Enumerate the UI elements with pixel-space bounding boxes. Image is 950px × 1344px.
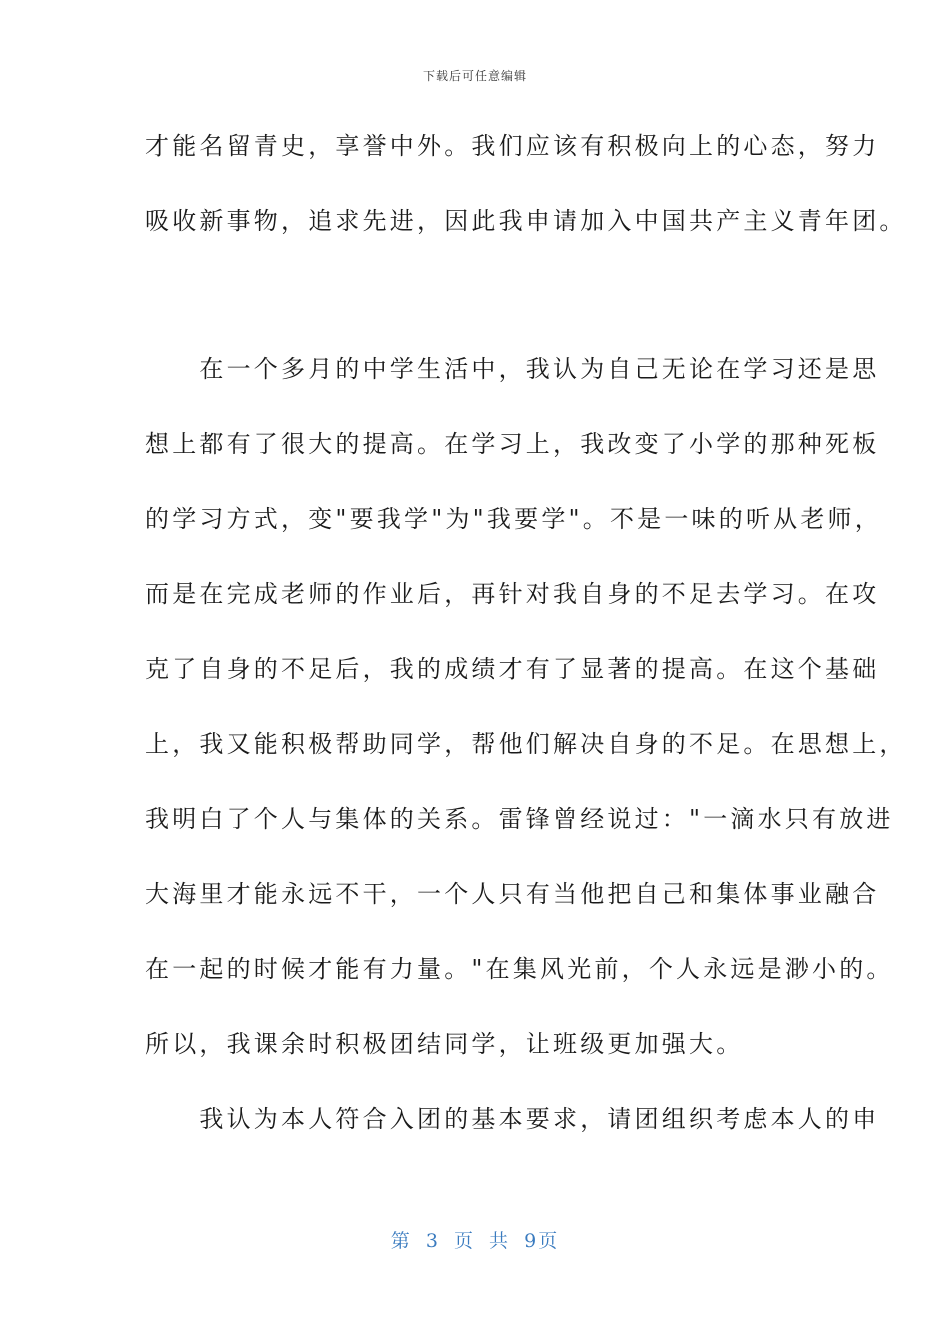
body-line: 我认为本人符合入团的基本要求，请团组织考虑本人的申 <box>145 1105 880 1133</box>
footer-label-di: 第 <box>390 1230 412 1252</box>
body-line: 所以，我课余时积极团结同学，让班级更加强大。 <box>145 1030 744 1058</box>
body-line: 我明白了个人与集体的关系。雷锋曾经说过："一滴水只有放进 <box>145 805 894 833</box>
footer-total-pages: 9页 <box>524 1230 560 1252</box>
header-note: 下载后可任意编辑 <box>422 69 527 83</box>
body-line: 而是在完成老师的作业后，再针对我自身的不足去学习。在攻 <box>145 580 880 608</box>
page-footer <box>0 1226 950 1253</box>
body-line: 在一起的时候才能有力量。"在集风光前，个人永远是渺小的。 <box>145 955 894 983</box>
body-line: 大海里才能永远不干，一个人只有当他把自己和集体事业融合 <box>145 880 880 908</box>
footer-label-gong: 共 <box>489 1230 511 1252</box>
body-line: 上，我又能积极帮助同学，帮他们解决自身的不足。在思想上， <box>145 730 907 758</box>
body-line: 的学习方式，变"要我学"为"我要学"。不是一味的听从老师， <box>145 505 882 533</box>
body-line: 克了自身的不足后，我的成绩才有了显著的提高。在这个基础 <box>145 655 880 683</box>
body-line: 吸收新事物，追求先进，因此我申请加入中国共产主义青年团。 <box>145 207 907 235</box>
body-line: 才能名留青史，享誉中外。我们应该有积极向上的心态，努力 <box>145 132 880 160</box>
body-line: 想上都有了很大的提高。在学习上，我改变了小学的那种死板 <box>145 430 880 458</box>
body-line: 在一个多月的中学生活中，我认为自己无论在学习还是思 <box>145 355 880 383</box>
footer-current-page: 3 <box>425 1230 440 1252</box>
footer-label-ye: 页 <box>453 1230 475 1252</box>
